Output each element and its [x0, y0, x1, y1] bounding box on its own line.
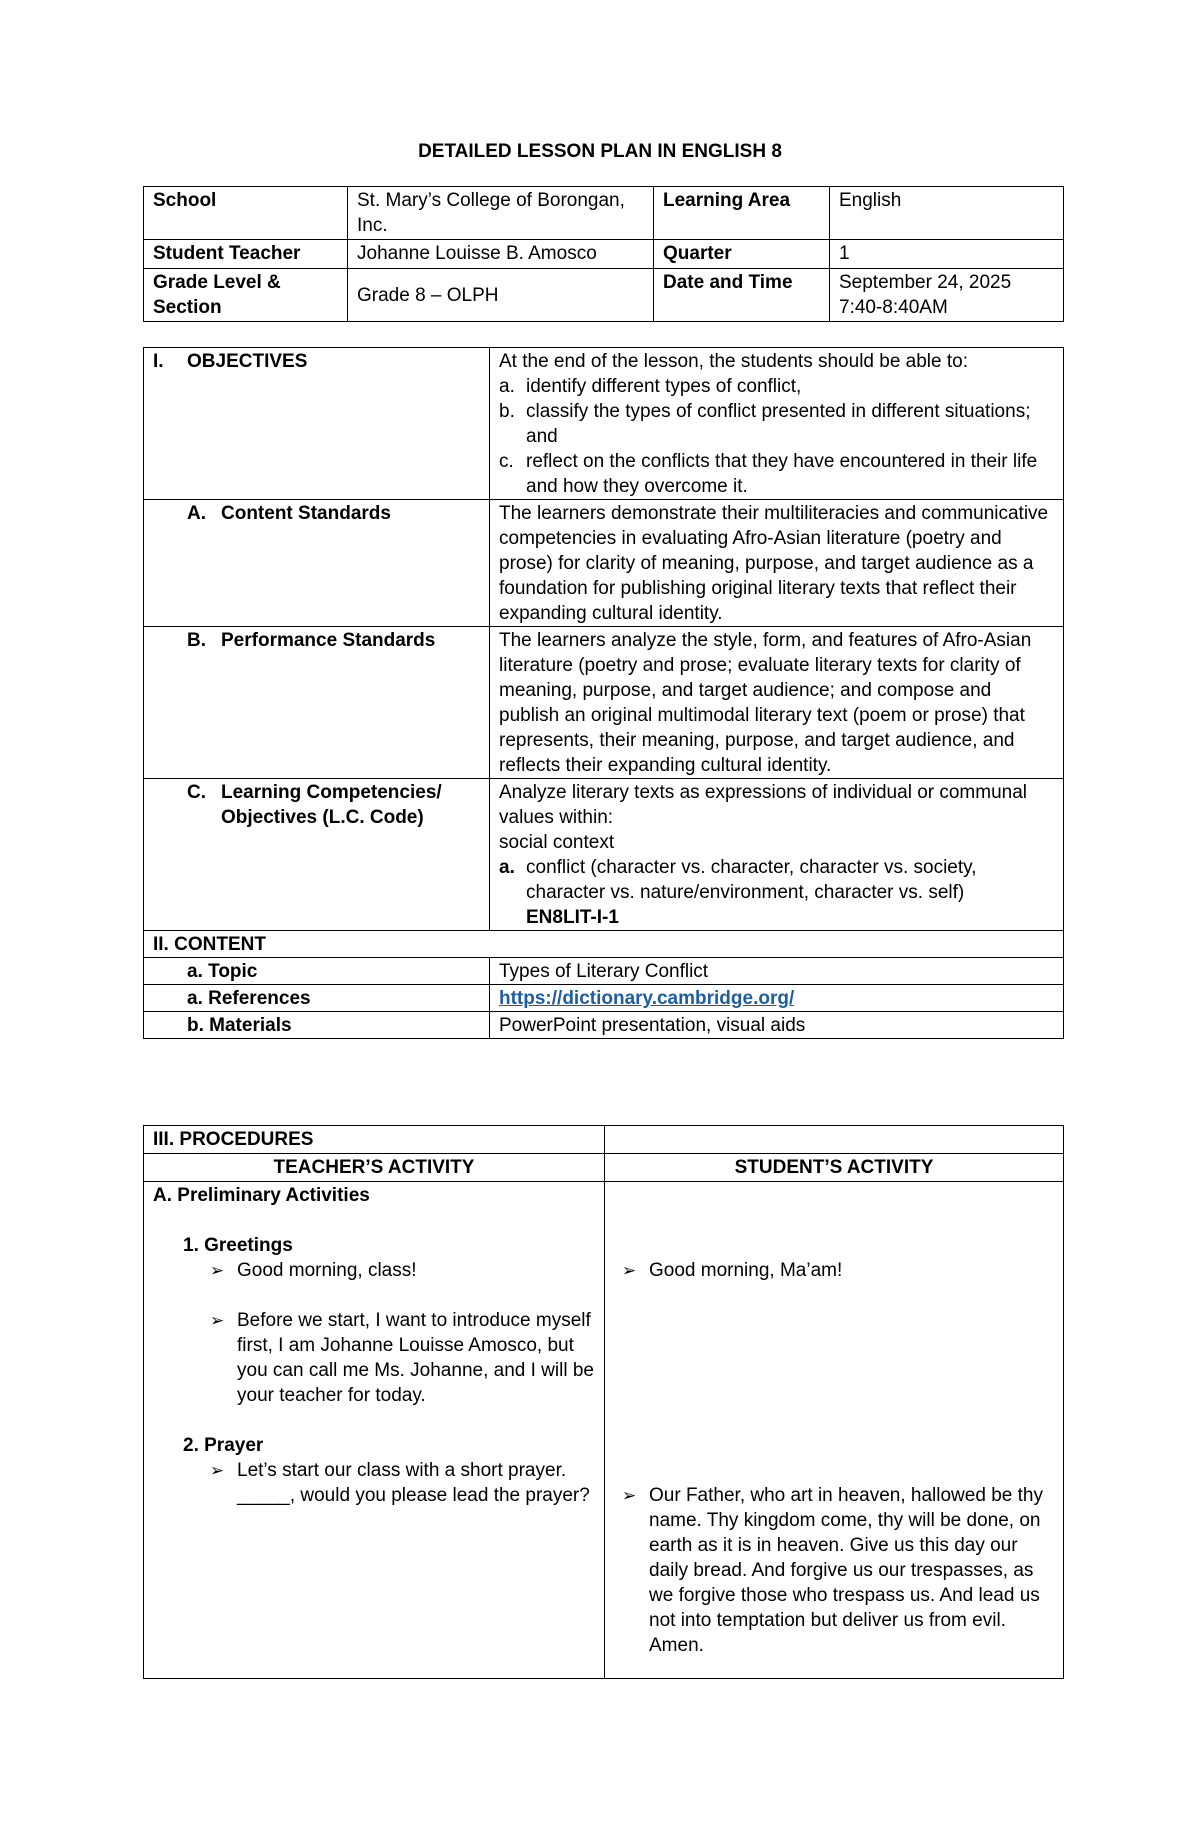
student-activity-cell: [605, 1182, 1064, 1679]
learning-competencies-label: C. Learning Competencies/ Objectives (L.C. Code): [144, 779, 490, 931]
materials-label: b. Materials: [144, 1012, 490, 1039]
teacher-activity-cell: [144, 1182, 605, 1679]
greetings-heading: 1. Greetings: [183, 1235, 293, 1256]
references-label: a. References: [144, 985, 490, 1012]
performance-standards-label: B. Performance Standards: [144, 627, 490, 779]
learning-area-value: English: [830, 187, 1064, 240]
date-time-label: Date and Time: [654, 269, 830, 322]
arrow-bullet-icon: ➢: [210, 1461, 225, 1480]
objectives-list: [490, 348, 1064, 500]
date-value: September 24, 2025: [839, 272, 1012, 293]
preliminary-activities: A. Preliminary Activities: [153, 1185, 370, 1206]
competency-code: EN8LIT-I-1: [526, 907, 619, 928]
objectives-heading: I. OBJECTIVES: [144, 348, 490, 500]
arrow-bullet-icon: ➢: [210, 1311, 225, 1330]
topic-label: a. Topic: [144, 958, 490, 985]
materials-value: PowerPoint presentation, visual aids: [490, 1012, 1064, 1039]
learning-competencies-text: [490, 779, 1064, 931]
teacher-prayer: ➢ Let’s start our class with a short prayer. _____, would you please lead the prayer?: [210, 1460, 590, 1506]
procedures-heading: III. PROCEDURES: [144, 1126, 605, 1154]
competency-item: a. conflict (character vs. character, character vs. society, character vs. nature/environment, character vs. self): [499, 857, 977, 903]
quarter-label: Quarter: [654, 240, 830, 269]
procedures-table: [143, 1125, 1064, 1679]
arrow-bullet-icon: ➢: [622, 1486, 637, 1505]
objective-item: a. identify different types of conflict,: [499, 376, 802, 397]
time-value: 7:40-8:40AM: [839, 297, 948, 318]
references-value: [490, 985, 1064, 1012]
document-title: DETAILED LESSON PLAN IN ENGLISH 8: [418, 141, 782, 162]
student-teacher-label: Student Teacher: [144, 240, 348, 269]
teacher-introduction: ➢ Before we start, I want to introduce myself first, I am Johanne Louisse Amosco, but you can call me Ms. Johanne, and I will be your teacher for today.: [210, 1310, 594, 1406]
topic-value: Types of Literary Conflict: [490, 958, 1064, 985]
grade-level-label: Grade Level & Section: [144, 269, 348, 322]
student-activity-header: STUDENT’S ACTIVITY: [605, 1154, 1064, 1182]
arrow-bullet-icon: ➢: [622, 1261, 637, 1280]
teacher-activity-header: TEACHER’S ACTIVITY: [144, 1154, 605, 1182]
objective-item: b. classify the types of conflict presented in different situations; and: [499, 401, 1031, 447]
quarter-value: 1: [830, 240, 1064, 269]
competency-context: social context: [499, 832, 615, 853]
student-teacher-value: Johanne Louisse B. Amosco: [348, 240, 654, 269]
objectives-table: [143, 347, 1064, 1039]
learning-area-label: Learning Area: [654, 187, 830, 240]
procedures-heading-blank: [605, 1126, 1064, 1154]
performance-standards-text: The learners analyze the style, form, and features of Afro-Asian literature (poetry and prose; evaluate literary texts for clarity of meaning, purpose, and target audience; and compose and publish an original multimodal literary text (poem or prose) that represents, their meaning, purpose, and target audience, and reflects their expanding cultural identity.: [490, 627, 1064, 779]
teacher-greeting: ➢ Good morning, class!: [210, 1260, 417, 1281]
content-standards-text: The learners demonstrate their multiliteracies and communicative competencies in evaluating Afro-Asian literature (poetry and prose) for clarity of meaning, purpose, and target audience as a foundation for publishing original literary texts that reflect their expanding cultural identity.: [490, 500, 1064, 627]
school-label: School: [144, 187, 348, 240]
student-prayer: ➢ Our Father, who art in heaven, hallowed be thy name. Thy kingdom come, thy will be done, on earth as it is in heaven. Give us this day our daily bread. And forgive us our trespasses, as we forgive those who trespass us. And lead us not into temptation but deliver us from evil. Amen.: [622, 1485, 1043, 1656]
content-standards-label: A. Content Standards: [144, 500, 490, 627]
references-link[interactable]: https://dictionary.cambridge.org/: [499, 988, 795, 1009]
student-greeting: ➢ Good morning, Ma’am!: [622, 1260, 843, 1281]
header-info-table: [143, 186, 1064, 322]
content-heading: II. CONTENT: [144, 931, 1064, 958]
competency-intro: Analyze literary texts as expressions of individual or communal values within:: [499, 782, 1028, 828]
prayer-heading: 2. Prayer: [183, 1435, 264, 1456]
objectives-intro: At the end of the lesson, the students should be able to:: [499, 351, 968, 372]
date-time-value: [830, 269, 1064, 322]
objective-item: c. reflect on the conflicts that they have encountered in their life and how they overcome it.: [499, 451, 1038, 497]
arrow-bullet-icon: ➢: [210, 1261, 225, 1280]
school-value: St. Mary’s College of Borongan, Inc.: [348, 187, 654, 240]
grade-level-value: Grade 8 – OLPH: [348, 269, 654, 322]
